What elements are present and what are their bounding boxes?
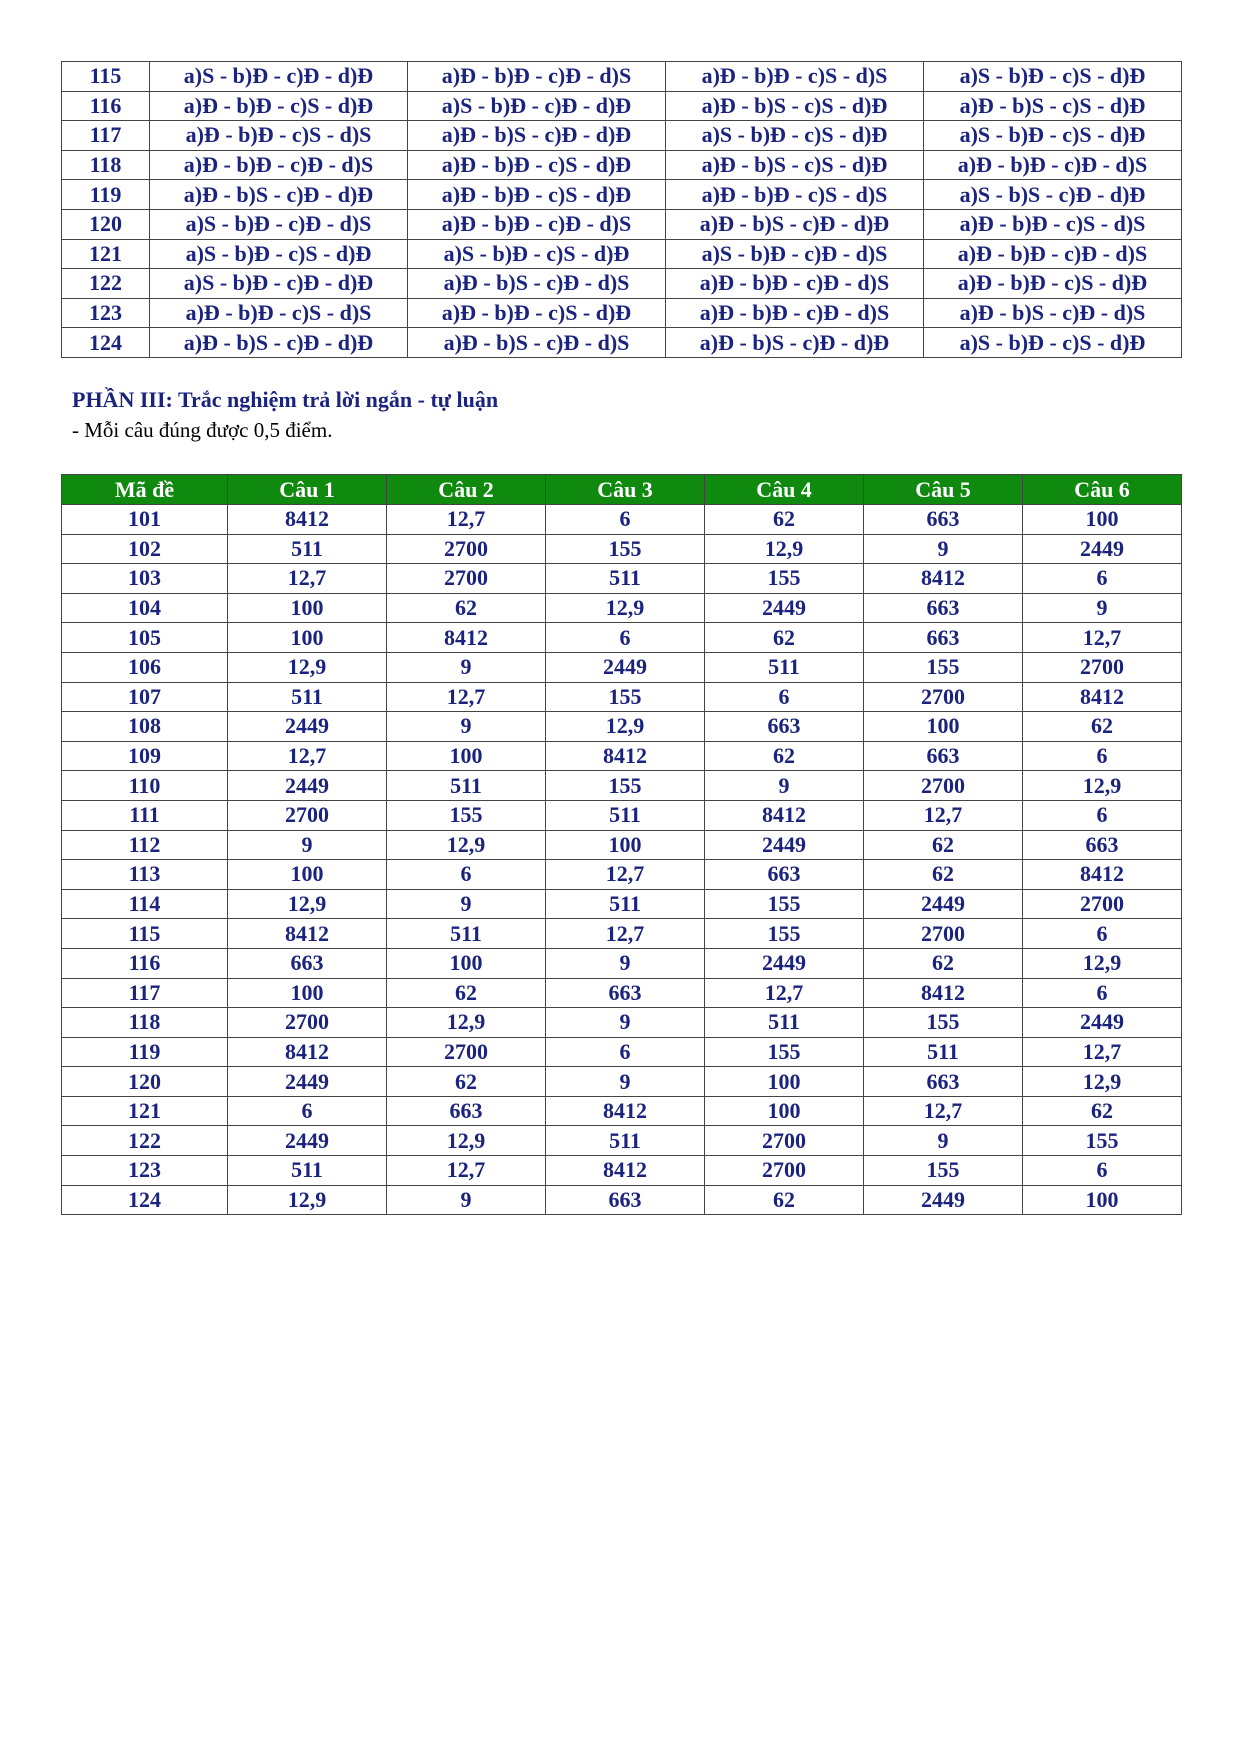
- answer-cell: 62: [864, 860, 1023, 890]
- answer-cell: 511: [546, 1126, 705, 1156]
- answer-cell: 12,9: [546, 712, 705, 742]
- header-question-2: Câu 2: [387, 475, 546, 505]
- table-row: [62, 534, 1182, 564]
- answer-cell: 2449: [864, 889, 1023, 919]
- answer-cell: 2700: [387, 564, 546, 594]
- answer-cell: a)Đ - b)Đ - c)S - d)S: [150, 298, 408, 328]
- answer-cell: 155: [705, 564, 864, 594]
- table-row: [62, 91, 1182, 121]
- exam-code-cell: 101: [62, 505, 228, 535]
- exam-code-cell: 104: [62, 593, 228, 623]
- exam-code-cell: 106: [62, 652, 228, 682]
- answer-cell: 2449: [228, 712, 387, 742]
- answer-cell: 2449: [1023, 534, 1182, 564]
- answer-cell: 12,7: [864, 1096, 1023, 1126]
- answer-cell: 12,9: [1023, 1067, 1182, 1097]
- exam-code-cell: 122: [62, 1126, 228, 1156]
- exam-code-cell: 116: [62, 948, 228, 978]
- answer-cell: 663: [705, 860, 864, 890]
- answer-cell: 155: [546, 534, 705, 564]
- answer-cell: 663: [387, 1096, 546, 1126]
- answer-cell: a)Đ - b)Đ - c)S - d)S: [150, 121, 408, 151]
- answer-cell: 663: [228, 948, 387, 978]
- answer-cell: 8412: [228, 1037, 387, 1067]
- answer-cell: 12,7: [387, 682, 546, 712]
- table-row: [62, 269, 1182, 299]
- answer-cell: 2700: [387, 534, 546, 564]
- answer-cell: a)Đ - b)Đ - c)Đ - d)S: [408, 209, 666, 239]
- table-header-row: [62, 475, 1182, 505]
- answer-cell: 12,7: [1023, 623, 1182, 653]
- answer-cell: 100: [228, 593, 387, 623]
- answer-cell: 8412: [705, 800, 864, 830]
- table-row: [62, 1156, 1182, 1186]
- answer-cell: 12,9: [1023, 771, 1182, 801]
- exam-code-cell: 114: [62, 889, 228, 919]
- answer-cell: 8412: [864, 564, 1023, 594]
- answer-cell: 6: [228, 1096, 387, 1126]
- answer-cell: 663: [864, 623, 1023, 653]
- answer-cell: 100: [1023, 505, 1182, 535]
- exam-code-cell: 109: [62, 741, 228, 771]
- exam-code-cell: 119: [62, 180, 150, 210]
- answer-cell: a)S - b)Đ - c)Đ - d)S: [150, 209, 408, 239]
- answer-cell: 12,7: [705, 978, 864, 1008]
- answer-cell: 155: [864, 1156, 1023, 1186]
- answer-cell: a)Đ - b)Đ - c)S - d)Đ: [408, 298, 666, 328]
- exam-code-cell: 123: [62, 298, 150, 328]
- answer-cell: a)Đ - b)S - c)Đ - d)Đ: [666, 209, 924, 239]
- table-row: [62, 62, 1182, 92]
- exam-code-cell: 103: [62, 564, 228, 594]
- exam-code-cell: 115: [62, 62, 150, 92]
- exam-code-cell: 112: [62, 830, 228, 860]
- answer-cell: 155: [864, 1008, 1023, 1038]
- answer-cell: 2449: [705, 830, 864, 860]
- answer-cell: 2449: [705, 593, 864, 623]
- exam-code-cell: 119: [62, 1037, 228, 1067]
- table-row: [62, 121, 1182, 151]
- table-row: [62, 1126, 1182, 1156]
- answer-cell: 155: [864, 652, 1023, 682]
- answer-cell: 12,9: [705, 534, 864, 564]
- answer-cell: a)Đ - b)Đ - c)Đ - d)S: [150, 150, 408, 180]
- table-row: [62, 1067, 1182, 1097]
- answer-cell: a)S - b)Đ - c)S - d)Đ: [924, 121, 1182, 151]
- answer-cell: 100: [1023, 1185, 1182, 1215]
- answer-cell: 6: [546, 1037, 705, 1067]
- answer-cell: 12,9: [228, 652, 387, 682]
- answer-cell: 511: [705, 1008, 864, 1038]
- answer-cell: 62: [705, 623, 864, 653]
- exam-code-cell: 105: [62, 623, 228, 653]
- answer-cell: a)Đ - b)Đ - c)S - d)Đ: [408, 180, 666, 210]
- exam-code-cell: 117: [62, 978, 228, 1008]
- answer-cell: 9: [864, 1126, 1023, 1156]
- table-row: [62, 239, 1182, 269]
- table-row: [62, 1008, 1182, 1038]
- answer-cell: 8412: [1023, 682, 1182, 712]
- answer-cell: 663: [705, 712, 864, 742]
- answer-cell: 155: [705, 919, 864, 949]
- answer-cell: 62: [705, 741, 864, 771]
- answer-cell: 62: [387, 593, 546, 623]
- answer-cell: 2700: [387, 1037, 546, 1067]
- answer-cell: a)Đ - b)S - c)Đ - d)S: [924, 298, 1182, 328]
- answer-cell: 12,9: [387, 830, 546, 860]
- table-row: [62, 150, 1182, 180]
- answer-cell: a)S - b)Đ - c)S - d)Đ: [408, 239, 666, 269]
- table-row: [62, 328, 1182, 358]
- exam-code-cell: 118: [62, 150, 150, 180]
- answer-cell: 12,9: [228, 1185, 387, 1215]
- answer-cell: a)Đ - b)Đ - c)S - d)S: [666, 62, 924, 92]
- answer-cell: 155: [705, 1037, 864, 1067]
- answer-cell: 2700: [1023, 652, 1182, 682]
- exam-code-cell: 108: [62, 712, 228, 742]
- answer-cell: 511: [864, 1037, 1023, 1067]
- header-question-1: Câu 1: [228, 475, 387, 505]
- exam-code-cell: 124: [62, 328, 150, 358]
- answer-cell: a)Đ - b)Đ - c)Đ - d)S: [924, 150, 1182, 180]
- answer-cell: 62: [1023, 712, 1182, 742]
- answer-cell: 62: [387, 1067, 546, 1097]
- table-row: [62, 682, 1182, 712]
- header-question-6: Câu 6: [1023, 475, 1182, 505]
- table-row: [62, 505, 1182, 535]
- answer-cell: a)Đ - b)S - c)S - d)Đ: [666, 150, 924, 180]
- answer-cell: 155: [387, 800, 546, 830]
- answer-cell: a)Đ - b)Đ - c)Đ - d)S: [408, 62, 666, 92]
- answer-cell: 2700: [1023, 889, 1182, 919]
- exam-code-cell: 107: [62, 682, 228, 712]
- answer-cell: 6: [546, 505, 705, 535]
- answer-cell: 9: [705, 771, 864, 801]
- answer-cell: 100: [387, 948, 546, 978]
- answer-cell: 9: [546, 948, 705, 978]
- answer-cell: a)S - b)Đ - c)S - d)Đ: [924, 328, 1182, 358]
- answer-cell: 2449: [228, 1126, 387, 1156]
- answer-cell: 8412: [228, 505, 387, 535]
- answer-cell: 663: [864, 741, 1023, 771]
- exam-code-cell: 122: [62, 269, 150, 299]
- answer-cell: a)S - b)Đ - c)Đ - d)S: [666, 239, 924, 269]
- answer-cell: 12,7: [228, 564, 387, 594]
- answer-cell: 9: [228, 830, 387, 860]
- part3-heading: PHẦN III: Trắc nghiệm trả lời ngắn - tự luận: [72, 387, 499, 412]
- table-row: [62, 564, 1182, 594]
- answer-cell: a)Đ - b)Đ - c)S - d)Đ: [408, 150, 666, 180]
- answer-cell: a)Đ - b)Đ - c)Đ - d)S: [666, 269, 924, 299]
- table-row: [62, 298, 1182, 328]
- answer-cell: 100: [228, 860, 387, 890]
- table-row: [62, 978, 1182, 1008]
- answer-cell: 9: [387, 889, 546, 919]
- answer-cell: 2449: [1023, 1008, 1182, 1038]
- answer-cell: 511: [705, 652, 864, 682]
- answer-cell: a)Đ - b)Đ - c)Đ - d)S: [924, 239, 1182, 269]
- answer-cell: 8412: [864, 978, 1023, 1008]
- exam-code-cell: 116: [62, 91, 150, 121]
- answer-cell: a)S - b)Đ - c)S - d)Đ: [150, 239, 408, 269]
- answer-cell: 62: [705, 505, 864, 535]
- table-row: [62, 741, 1182, 771]
- answer-cell: a)Đ - b)S - c)Đ - d)S: [408, 269, 666, 299]
- exam-code-cell: 120: [62, 209, 150, 239]
- table-row: [62, 948, 1182, 978]
- answer-cell: 2700: [705, 1156, 864, 1186]
- answer-cell: 511: [228, 682, 387, 712]
- answer-cell: 8412: [546, 1096, 705, 1126]
- exam-code-cell: 118: [62, 1008, 228, 1038]
- answer-cell: 12,7: [546, 860, 705, 890]
- part3-answer-table: [61, 474, 1182, 1215]
- answer-cell: 9: [546, 1008, 705, 1038]
- exam-code-cell: 117: [62, 121, 150, 151]
- part3-note: - Mỗi câu đúng được 0,5 điểm.: [72, 418, 333, 442]
- answer-cell: 663: [546, 978, 705, 1008]
- answer-cell: 9: [387, 652, 546, 682]
- answer-cell: a)Đ - b)S - c)Đ - d)Đ: [150, 328, 408, 358]
- answer-cell: a)Đ - b)Đ - c)S - d)Đ: [150, 91, 408, 121]
- answer-cell: 2700: [864, 919, 1023, 949]
- answer-cell: 62: [864, 948, 1023, 978]
- answer-cell: a)S - b)Đ - c)Đ - d)Đ: [150, 269, 408, 299]
- exam-code-cell: 120: [62, 1067, 228, 1097]
- answer-cell: 8412: [387, 623, 546, 653]
- answer-cell: a)Đ - b)S - c)Đ - d)Đ: [666, 328, 924, 358]
- answer-cell: 100: [228, 623, 387, 653]
- answer-cell: 6: [387, 860, 546, 890]
- answer-cell: 2700: [228, 1008, 387, 1038]
- answer-cell: 12,7: [387, 1156, 546, 1186]
- answer-cell: 511: [546, 564, 705, 594]
- answer-cell: 12,9: [387, 1008, 546, 1038]
- header-question-5: Câu 5: [864, 475, 1023, 505]
- table-row: [62, 919, 1182, 949]
- table-row: [62, 593, 1182, 623]
- answer-cell: a)S - b)Đ - c)Đ - d)Đ: [408, 91, 666, 121]
- answer-cell: 6: [1023, 978, 1182, 1008]
- answer-cell: 663: [864, 593, 1023, 623]
- answer-cell: 155: [1023, 1126, 1182, 1156]
- answer-cell: 511: [546, 800, 705, 830]
- table-row: [62, 652, 1182, 682]
- answer-cell: 100: [705, 1067, 864, 1097]
- answer-cell: 12,7: [546, 919, 705, 949]
- table-row: [62, 860, 1182, 890]
- answer-cell: 6: [1023, 919, 1182, 949]
- exam-code-cell: 123: [62, 1156, 228, 1186]
- answer-cell: 9: [546, 1067, 705, 1097]
- answer-cell: 62: [387, 978, 546, 1008]
- table-row: [62, 1037, 1182, 1067]
- answer-cell: 62: [1023, 1096, 1182, 1126]
- answer-cell: a)S - b)Đ - c)S - d)Đ: [666, 121, 924, 151]
- answer-cell: 12,9: [228, 889, 387, 919]
- exam-code-cell: 115: [62, 919, 228, 949]
- answer-cell: 155: [546, 682, 705, 712]
- answer-cell: 155: [705, 889, 864, 919]
- answer-cell: 511: [387, 919, 546, 949]
- table-row: [62, 712, 1182, 742]
- exam-code-cell: 121: [62, 1096, 228, 1126]
- answer-cell: a)S - b)S - c)Đ - d)Đ: [924, 180, 1182, 210]
- answer-cell: 100: [864, 712, 1023, 742]
- answer-cell: 2700: [228, 800, 387, 830]
- answer-cell: 8412: [228, 919, 387, 949]
- answer-cell: 6: [1023, 564, 1182, 594]
- answer-cell: 100: [705, 1096, 864, 1126]
- answer-cell: 100: [546, 830, 705, 860]
- answer-cell: 663: [864, 1067, 1023, 1097]
- answer-cell: 511: [546, 889, 705, 919]
- answer-cell: 663: [864, 505, 1023, 535]
- exam-code-cell: 113: [62, 860, 228, 890]
- answer-cell: a)S - b)Đ - c)Đ - d)Đ: [150, 62, 408, 92]
- answer-cell: 12,7: [864, 800, 1023, 830]
- answer-cell: a)Đ - b)S - c)S - d)Đ: [924, 91, 1182, 121]
- table-row: [62, 889, 1182, 919]
- answer-cell: 8412: [546, 1156, 705, 1186]
- answer-cell: a)Đ - b)Đ - c)S - d)Đ: [924, 269, 1182, 299]
- answer-cell: a)Đ - b)Đ - c)Đ - d)S: [666, 298, 924, 328]
- answer-cell: 6: [705, 682, 864, 712]
- answer-cell: 2700: [705, 1126, 864, 1156]
- answer-cell: 62: [705, 1185, 864, 1215]
- table-row: [62, 1096, 1182, 1126]
- answer-cell: a)S - b)Đ - c)S - d)Đ: [924, 62, 1182, 92]
- answer-cell: 9: [387, 1185, 546, 1215]
- answer-cell: 9: [1023, 593, 1182, 623]
- exam-code-cell: 111: [62, 800, 228, 830]
- answer-cell: 12,7: [1023, 1037, 1182, 1067]
- answer-cell: 155: [546, 771, 705, 801]
- answer-cell: 663: [1023, 830, 1182, 860]
- header-exam-code: Mã đề: [62, 475, 228, 505]
- answer-cell: 2700: [864, 682, 1023, 712]
- part2-answer-table: [61, 61, 1182, 358]
- exam-code-cell: 121: [62, 239, 150, 269]
- answer-cell: a)Đ - b)S - c)S - d)Đ: [666, 91, 924, 121]
- answer-cell: 6: [1023, 800, 1182, 830]
- exam-code-cell: 110: [62, 771, 228, 801]
- header-question-4: Câu 4: [705, 475, 864, 505]
- table-row: [62, 209, 1182, 239]
- answer-cell: 2449: [705, 948, 864, 978]
- answer-cell: 511: [387, 771, 546, 801]
- exam-code-cell: 102: [62, 534, 228, 564]
- answer-cell: 6: [1023, 1156, 1182, 1186]
- answer-cell: 8412: [546, 741, 705, 771]
- answer-cell: 8412: [1023, 860, 1182, 890]
- answer-cell: a)Đ - b)Đ - c)S - d)S: [666, 180, 924, 210]
- answer-cell: 9: [864, 534, 1023, 564]
- table-row: [62, 800, 1182, 830]
- answer-cell: 2449: [228, 771, 387, 801]
- table-row: [62, 1185, 1182, 1215]
- exam-code-cell: 124: [62, 1185, 228, 1215]
- table-row: [62, 830, 1182, 860]
- answer-cell: 12,9: [546, 593, 705, 623]
- answer-cell: 9: [387, 712, 546, 742]
- answer-cell: 6: [1023, 741, 1182, 771]
- answer-cell: 6: [546, 623, 705, 653]
- table-row: [62, 180, 1182, 210]
- answer-cell: a)Đ - b)S - c)Đ - d)S: [408, 328, 666, 358]
- header-question-3: Câu 3: [546, 475, 705, 505]
- answer-cell: a)Đ - b)S - c)Đ - d)Đ: [150, 180, 408, 210]
- answer-cell: 100: [387, 741, 546, 771]
- answer-cell: a)Đ - b)Đ - c)S - d)S: [924, 209, 1182, 239]
- answer-cell: 2449: [546, 652, 705, 682]
- answer-cell: 511: [228, 1156, 387, 1186]
- answer-cell: 2449: [228, 1067, 387, 1097]
- answer-cell: 100: [228, 978, 387, 1008]
- answer-cell: 12,9: [387, 1126, 546, 1156]
- answer-cell: 663: [546, 1185, 705, 1215]
- answer-cell: 2700: [864, 771, 1023, 801]
- answer-cell: a)Đ - b)S - c)Đ - d)Đ: [408, 121, 666, 151]
- answer-cell: 2449: [864, 1185, 1023, 1215]
- table-row: [62, 771, 1182, 801]
- answer-cell: 12,7: [228, 741, 387, 771]
- answer-cell: 62: [864, 830, 1023, 860]
- answer-cell: 12,9: [1023, 948, 1182, 978]
- table-row: [62, 623, 1182, 653]
- answer-cell: 12,7: [387, 505, 546, 535]
- answer-cell: 511: [228, 534, 387, 564]
